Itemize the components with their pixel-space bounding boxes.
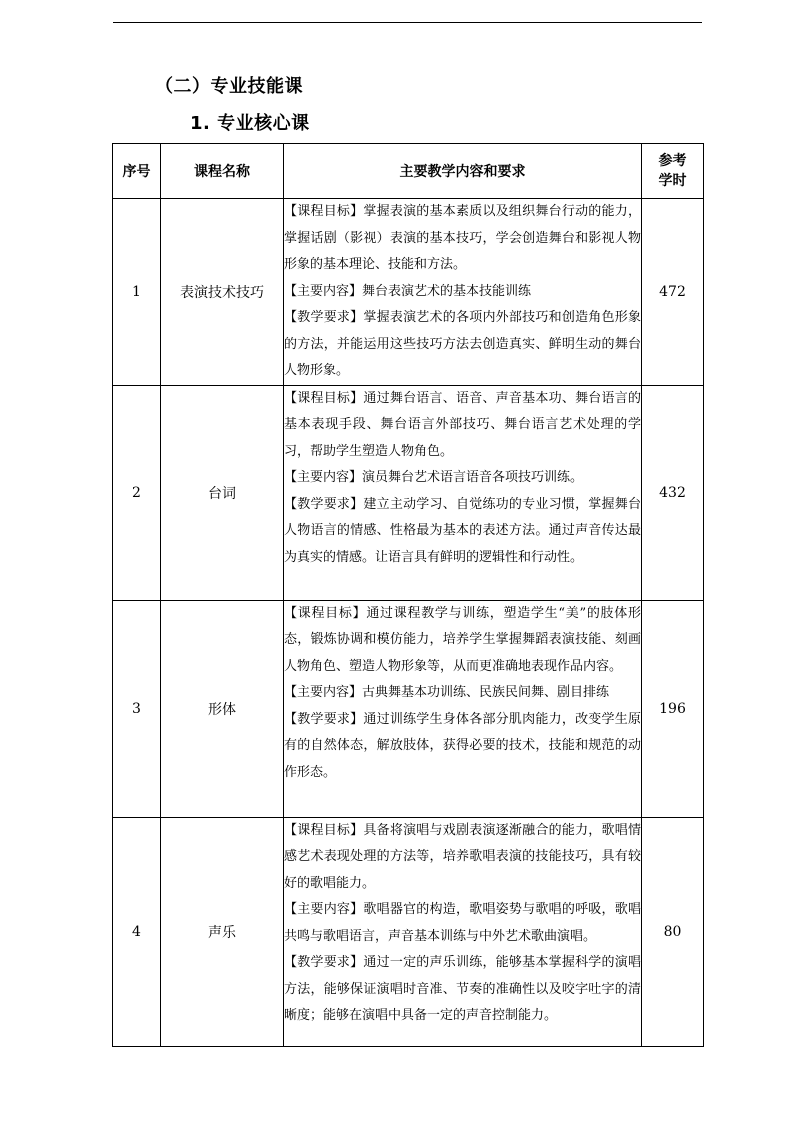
header-hours-line1: 参考 bbox=[658, 153, 687, 169]
course-goal: 【课程目标】通过舞台语言、语音、声音基本功、舞台语言的基本表现手段、舞台语言外部技巧、舞台语言艺术处理的学习，帮助学生塑造人物角色。 bbox=[284, 390, 641, 459]
table-row bbox=[113, 199, 704, 386]
course-requirements: 【教学要求】通过训练学生身体各部分肌肉能力，改变学生原有的自然体态，解放肢体，获得必要的技术，技能和规范的动作形态。 bbox=[284, 711, 641, 780]
course-name: 声乐 bbox=[161, 817, 284, 1046]
header-hours bbox=[642, 144, 704, 199]
course-name: 表演技术技巧 bbox=[161, 199, 284, 386]
course-name: 形体 bbox=[161, 600, 284, 817]
course-main-content: 【主要内容】舞台表演艺术的基本技能训练 bbox=[284, 283, 532, 299]
course-main-content: 【主要内容】歌唱器官的构造，歌唱姿势与歌唱的呼吸，歌唱共鸣与歌唱语言，声音基本训练与中外艺术歌曲演唱。 bbox=[284, 902, 641, 944]
course-main-content: 【主要内容】古典舞基本功训练、民族民间舞、剧目排练 bbox=[284, 685, 610, 700]
page-header-rule bbox=[113, 22, 702, 23]
row-number: 4 bbox=[113, 817, 161, 1046]
course-content bbox=[284, 600, 642, 817]
course-hours: 80 bbox=[642, 817, 704, 1046]
course-goal: 【课程目标】掌握表演的基本素质以及组织舞台行动的能力，掌握话剧（影视）表演的基本技巧，学会创造舞台和影视人物形象的基本理论、技能和方法。 bbox=[284, 204, 641, 272]
course-content bbox=[284, 817, 642, 1046]
section-heading: （二）专业技能课 bbox=[155, 76, 303, 97]
row-number: 3 bbox=[113, 600, 161, 817]
course-goal: 【课程目标】具备将演唱与戏剧表演逐渐融合的能力，歌唱情感艺术表现处理的方法等，培养歌唱表演的技能技巧，具有较好的歌唱能力。 bbox=[284, 822, 641, 891]
table-row bbox=[113, 817, 704, 1046]
header-hours-line2: 学时 bbox=[658, 173, 687, 189]
course-hours: 196 bbox=[642, 600, 704, 817]
table-header-row bbox=[113, 144, 704, 199]
course-content bbox=[284, 199, 642, 386]
course-hours: 432 bbox=[642, 385, 704, 600]
course-name: 台词 bbox=[161, 385, 284, 600]
course-requirements: 【教学要求】通过一定的声乐训练，能够基本掌握科学的演唱方法，能够保证演唱时音准、节奏的准确性以及咬字吐字的清晰度；能够在演唱中具备一定的声音控制能力。 bbox=[284, 955, 641, 1023]
header-content: 主要教学内容和要求 bbox=[284, 144, 642, 199]
row-number: 1 bbox=[113, 199, 161, 386]
course-goal: 【课程目标】通过课程教学与训练，塑造学生“美”的肢体形态，锻炼协调和模仿能力，培养学生掌握舞蹈表演技能、刻画人物角色、塑造人物形象等，从而更准确地表现作品内容。 bbox=[284, 605, 641, 674]
course-hours: 472 bbox=[642, 199, 704, 386]
course-main-content: 【主要内容】演员舞台艺术语言语音各项技巧训练。 bbox=[284, 470, 584, 485]
course-content bbox=[284, 385, 642, 600]
course-requirements: 【教学要求】建立主动学习、自觉练功的专业习惯，掌握舞台人物语言的情感、性格最为基本的表述方法。通过声音传达最为真实的情感。让语言具有鲜明的逻辑性和行动性。 bbox=[284, 496, 641, 565]
table-row bbox=[113, 385, 704, 600]
row-number: 2 bbox=[113, 385, 161, 600]
course-requirements: 【教学要求】掌握表演艺术的各项内外部技巧和创造角色形象的方法，并能运用这些技巧方法去创造真实、鲜明生动的舞台人物形象。 bbox=[284, 310, 641, 378]
course-table bbox=[112, 143, 704, 1047]
header-course-name: 课程名称 bbox=[161, 144, 284, 199]
header-no: 序号 bbox=[113, 144, 161, 199]
subsection-heading: 1. 专业核心课 bbox=[190, 113, 310, 134]
table-row bbox=[113, 600, 704, 817]
